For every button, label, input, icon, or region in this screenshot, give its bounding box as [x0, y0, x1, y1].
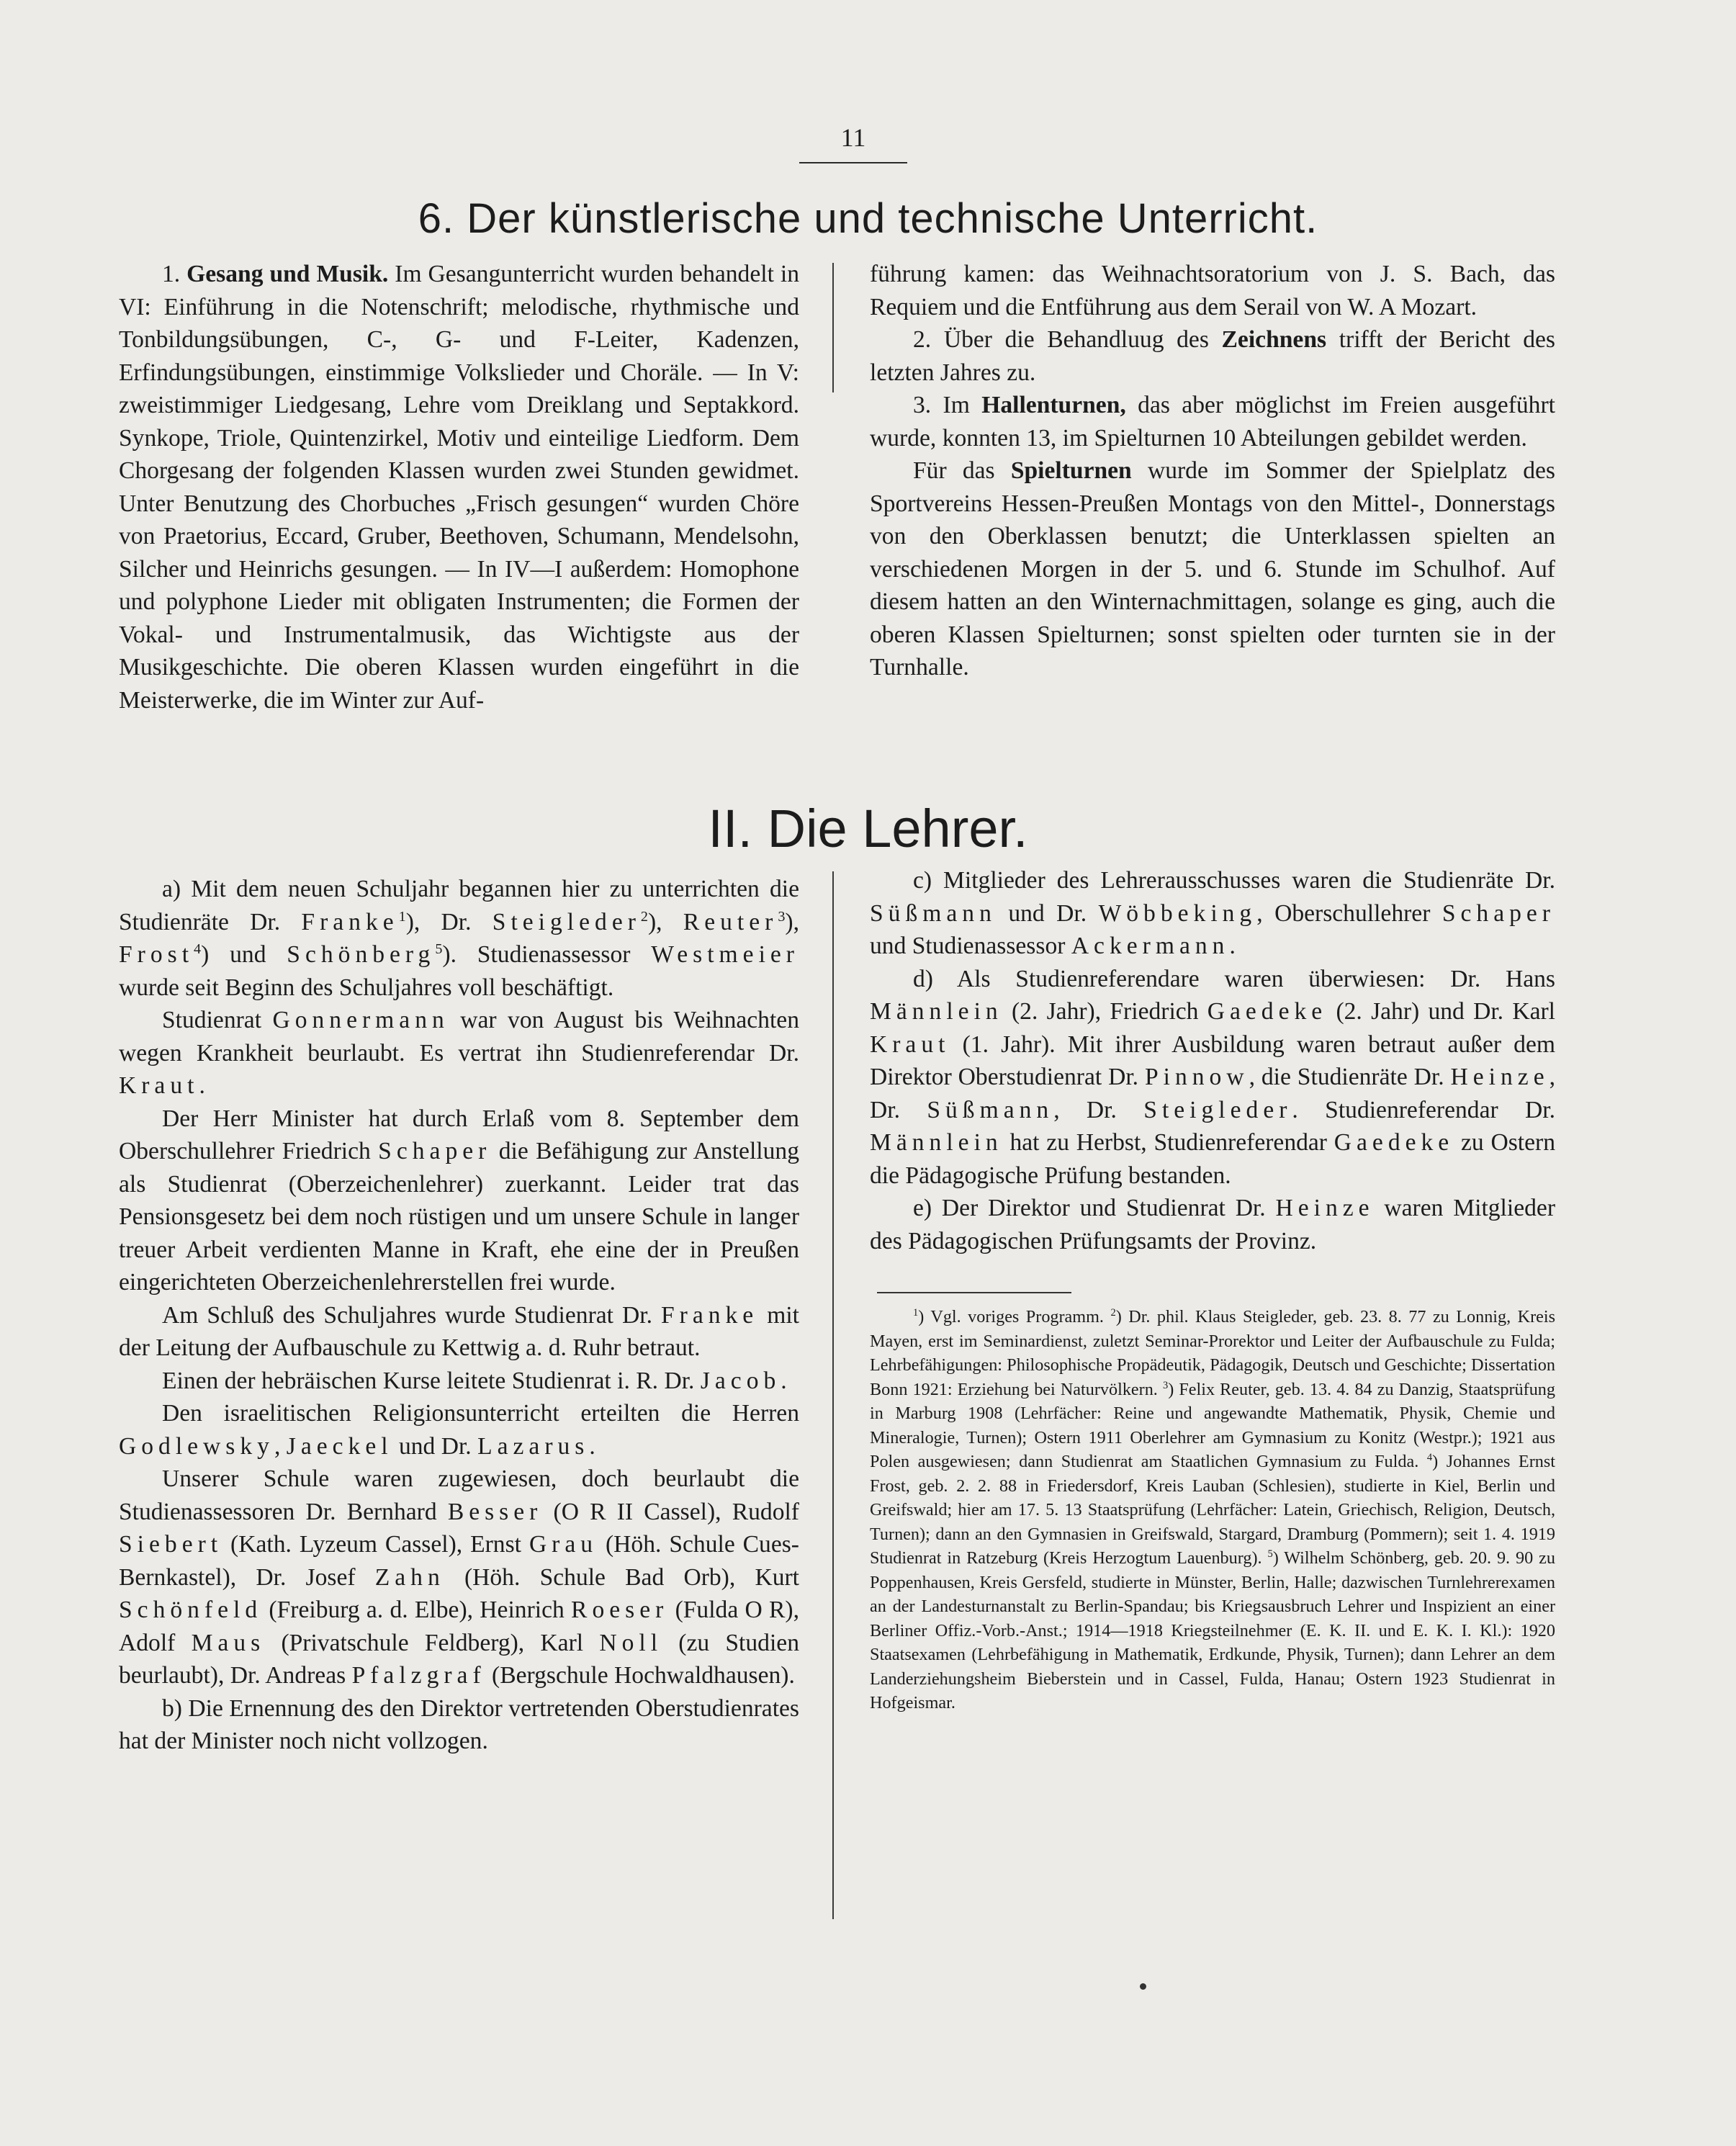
name-frost: Frost [119, 941, 194, 968]
text: d) Als Studienreferendare waren überwiesen: Dr. Hans [913, 965, 1555, 992]
text: , [274, 1432, 287, 1460]
column-left-lower [119, 873, 799, 1758]
footnote-rule [877, 1292, 1071, 1293]
text: Für das [913, 457, 1011, 484]
text: . [781, 1367, 787, 1394]
text: Studienrat [162, 1007, 273, 1033]
column-right-upper [870, 258, 1555, 684]
text: (1. Jahr). Mit ihrer Ausbildung waren betraut außer dem Direktor Oberstudienrat Dr. [870, 1031, 1555, 1090]
ink-dot [1140, 1983, 1146, 1990]
text: (Höh. Schule Cues-Bernkastel), Dr. Josef [119, 1531, 799, 1591]
footnote-mark: 4 [1426, 1451, 1433, 1463]
text: 3. Im [913, 392, 982, 418]
text: a) Mit dem neuen Schuljahr begannen hier zu unterrichten die Studienräte Dr. [119, 876, 799, 935]
text: und Studienassessor [870, 933, 1071, 959]
paragraph-b: b) Die Ernennung des den Direktor vertretenden Oberstudienrates hat der Minister noch nicht vollzogen. [119, 1694, 799, 1754]
paragraph-title-gesang: Gesang und Musik. [186, 261, 389, 287]
text: ), [647, 908, 683, 935]
text: , Oberschullehrer [1256, 899, 1442, 927]
text: . [1229, 933, 1236, 959]
column-left-upper [119, 258, 799, 717]
text: hat zu Herbst, Studienreferendar [1002, 1129, 1334, 1156]
paragraph-e [870, 1192, 1555, 1257]
text: . Studienreferendar Dr. [1292, 1096, 1555, 1123]
name-ackermann: Ackermann [1071, 933, 1230, 959]
footnote-1: ) Vgl. voriges Programm. [918, 1307, 1111, 1326]
term-spielturnen: Spielturnen [1010, 457, 1132, 484]
paragraph-schluss [119, 1299, 799, 1365]
text: war von August bis Weihnachten wegen Krankheit beurlaubt. Es vertrat ihn Studienreferendar Dr. [119, 1007, 799, 1067]
column-divider-upper [832, 263, 834, 392]
name-jacob: Jacob [700, 1367, 781, 1394]
name-roeser: Roeser [571, 1597, 669, 1623]
text: (Freiburg a. d. Elbe), Heinrich [262, 1597, 572, 1623]
text: (Privatschule Feldberg), Karl [265, 1629, 600, 1656]
name-heinze: Heinze [1275, 1195, 1375, 1221]
text: ). Studienassessor [442, 941, 652, 968]
name-grau: Grau [529, 1531, 598, 1558]
text: (Fulda O R), Adolf [119, 1597, 799, 1656]
footnote-3: ) Felix Reuter, geb. 13. 4. 84 zu Danzig, Staatsprüfung in Marburg 1908 (Lehrfächer: Reine und angewandte Mathematik, Physik, Chemie und Mineralogie, Turnen); Ostern 1911 Oberlehrer am Gymnasium zu Konitz (Westpr.); 1921 aus Polen ausgewiesen; dann Studienrat am Staatlichen Gymnasium zu Fulda. [870, 1379, 1555, 1471]
text: (Kath. Lyzeum Cassel), Ernst [222, 1531, 529, 1558]
text: , die Studienräte Dr. [1249, 1064, 1451, 1090]
term-zeichnens: Zeichnens [1221, 326, 1327, 353]
text: waren Mitglieder des Pädagogischen Prüfungsamts der Provinz. [870, 1195, 1555, 1254]
footnote-ref: 5 [435, 940, 443, 957]
text: und Dr. [392, 1432, 478, 1460]
name-franke: Franke [301, 908, 399, 935]
text: , Dr. [870, 1064, 1555, 1123]
name-pinnow: Pinnow [1144, 1064, 1249, 1090]
name-schaper: Schaper [1442, 899, 1555, 927]
text: . [589, 1432, 595, 1460]
name-kraut: Kraut [119, 1072, 199, 1099]
text: , Dr. [1053, 1096, 1144, 1123]
text: Am Schluß des Schuljahres wurde Studienrat Dr. [162, 1301, 661, 1329]
paragraph-gonnermann [119, 1004, 799, 1103]
column-divider-lower [832, 871, 834, 1919]
name-gaedeke: Gaedeke [1334, 1129, 1454, 1156]
text: Den israelitischen Religionsunterricht erteilten die Herren [162, 1400, 799, 1427]
text: wurde seit Beginn des Schuljahres voll beschäftigt. [119, 974, 614, 1001]
text: (Bergschule Hochwaldhausen). [485, 1662, 795, 1689]
page-number-rule [799, 162, 907, 163]
text: trifft der Bericht des letzten Jahres zu. [870, 326, 1555, 386]
footnote-ref: 2 [640, 908, 648, 925]
name-gaedeke: Gaedeke [1207, 998, 1328, 1025]
paragraph-gesang-musik [119, 258, 799, 717]
paragraph-d [870, 963, 1555, 1193]
name-kraut: Kraut [870, 1031, 950, 1058]
text: die Befähigung zur Anstellung als Studienrat (Oberzeichenlehrer) zuerkannt. Leider trat das Pensionsgesetz bei dem noch rüstigen und um unsere Schule in langer treuer Arbeit verdienten Manne in Kraft, ehe eine der in Preußen eingerichteten Oberzeichenlehrerstellen frei wurde. [119, 1138, 799, 1296]
name-maennlein: Männlein [870, 998, 1003, 1025]
name-lazarus: Lazarus [477, 1432, 590, 1460]
footnote-4: ) Johannes Ernst Frost, geb. 2. 2. 88 in Friedersdorf, Kreis Lauban (Schlesien), studierte in Kiel, Berlin und Greifswald; hier am 17. 5. 13 Staatsprüfung (Lehrfächer: Latein, Griechisch, Religion, Deutsch, Turnen); dann an den Gymnasien in Greifswald, Stargard, Dramburg (Pommern); seit 1. 4. 1919 Studienrat in Ratzeburg (Kreis Herzogtum Lauenburg). [870, 1452, 1555, 1568]
page-number: 11 [840, 123, 866, 152]
footnote-block [870, 1305, 1555, 1715]
name-siebert: Siebert [119, 1531, 223, 1558]
text: (2. Jahr) und Dr. Karl [1327, 998, 1556, 1025]
text: (O R II Cassel), Rudolf [542, 1498, 799, 1525]
paragraph-minister [119, 1103, 799, 1299]
footnote-ref: 4 [194, 940, 202, 957]
text: ) und [201, 941, 287, 968]
text: Einen der hebräischen Kurse leitete Studienrat i. R. Dr. [162, 1367, 701, 1394]
name-zahn: Zahn [374, 1563, 445, 1591]
name-jaeckel: Jaeckel [286, 1432, 393, 1460]
paragraph-continuation: führung kamen: das Weihnachtsoratorium von J. S. Bach, das Requiem und die Entführung aus dem Serail von W. A Mozart. [870, 261, 1555, 320]
name-woebbeking: Wöbbeking [1098, 899, 1257, 927]
name-pfalzgraf: Pfalzgraf [351, 1662, 486, 1689]
text: e) Der Direktor und Studienrat Dr. [913, 1195, 1276, 1221]
text: c) Mitglieder des Lehrerausschusses waren die Studienräte Dr. [913, 867, 1555, 894]
name-schoenberg: Schönberg [287, 941, 436, 968]
name-franke: Franke [660, 1301, 759, 1329]
footnote-mark: 2 [1110, 1306, 1116, 1319]
name-reuter: Reuter [683, 908, 778, 935]
paragraph-spielturnen [870, 454, 1555, 684]
name-suessmann: Süßmann [870, 899, 997, 927]
name-schoenfeld: Schönfeld [119, 1597, 263, 1623]
name-maus: Maus [191, 1629, 266, 1656]
footnote-5: ) Wilhelm Schönberg, geb. 20. 9. 90 zu Poppenhausen, Kreis Gersfeld, studierte in Münster, Berlin, Halle; dazwischen Turnlehrerexamen an der Landesturnanstalt zu Berlin-Spandau; bis Kriegsausbruch Lehrer und Inspizient an einer Berliner Offiz.-Vorb.-Anst.; 1914—1918 Kriegsteilnehmer (E. K. II. und E. K. I. Kl.): 1920 Staatsexamen (Lehrbefähigung in Mathematik, Erdkunde, Physik, Turnen); dann Lehrer an dem Landerziehungsheim Bieberstein und in Cassel, Fulda, Hanau; Ostern 1923 Studienrat in Hofgeismar. [870, 1548, 1555, 1712]
name-maennlein: Männlein [870, 1129, 1003, 1156]
name-godlewsky: Godlewsky [119, 1432, 274, 1460]
name-steigleder: Steigleder [1143, 1096, 1292, 1123]
paragraph-religion [119, 1397, 799, 1463]
paragraph-zugewiesen [119, 1463, 799, 1692]
text: wurde im Sommer der Spielplatz des Sportvereins Hessen-Preußen Montags von den Mittel-, Donnerstags von den Oberklassen benutzt; die Unterklassen spielten an verschiedenen Morgen in der 5. und 6. Stunde im Schulhof. Auf diesem hatten an den Winternachmittagen, solange es ging, auch die oberen Klassen Spielturnen; sonst spielten oder turnten sie in der Turnhalle. [870, 457, 1555, 681]
paragraph-number: 1. [162, 261, 187, 287]
text: mit der Leitung der Aufbauschule zu Kettwig a. d. Ruhr betraut. [119, 1301, 799, 1361]
paragraph-zeichnen [870, 323, 1555, 389]
text: (Höh. Schule Bad Orb), Kurt [444, 1563, 799, 1591]
name-suessmann: Süßmann [927, 1096, 1054, 1123]
text: . [199, 1072, 205, 1099]
section-heading: 6. Der künstlerische und technische Unterricht. [418, 195, 1318, 242]
name-gonnermann: Gonnermann [272, 1007, 449, 1033]
footnote-ref: 1 [398, 908, 406, 925]
text: ), [785, 908, 799, 935]
footnote-mark: 5 [1267, 1548, 1273, 1560]
text: das aber möglichst im Freien ausgeführt wurde, konnten 13, im Spielturnen 10 Abteilungen gebildet werden. [870, 392, 1555, 452]
name-steigleder: Steigleder [492, 908, 641, 935]
footnotes [870, 1305, 1555, 1715]
column-right-lower [870, 864, 1555, 1257]
paragraph-text: Im Gesangunterricht wurden behandelt in VI: Einführung in die Notenschrift; melodische, rhythmische und Tonbildungsübungen, C-, G- und F-Leiter, Kadenzen, Erfindungsübungen, einstimmige Volkslieder und Choräle. — In V: zweistimmiger Liedgesang, Lehre vom Dreiklang und Septakkord. Synkope, Triole, Quintenzirkel, Motiv und einteilige Liedform. Dem Chorgesang der folgenden Klassen wurden zwei Stunden gewidmet. Unter Benutzung des Chorbuches „Frisch gesungen“ wurden Chöre von Praetorius, Eccard, Gruber, Beethoven, Schumann, Mendelsohn, Silcher und Heinrichs gesungen. — In IV—I außerdem: Homophone und polyphone Lieder mit obligaten Instrumenten; die Formen der Vokal- und Instrumentalmusik, das Wichtigste aus der Musikgeschichte. Die oberen Klassen wurden eingeführt in die Meisterwerke, die im Winter zur Auf- [119, 261, 799, 714]
paragraph-hebraeisch [119, 1365, 799, 1398]
term-hallenturnen: Hallenturnen, [981, 392, 1126, 418]
text: 2. Über die Behandluug des [913, 326, 1222, 353]
part-heading: II. Die Lehrer. [708, 799, 1028, 858]
text: und Dr. [996, 899, 1099, 927]
paragraph-c [870, 864, 1555, 963]
name-westmeier: Westmeier [651, 941, 799, 968]
name-heinze: Heinze [1450, 1064, 1550, 1090]
paragraph-a [119, 873, 799, 1004]
name-besser: Besser [447, 1498, 543, 1525]
text: (zu Studien beurlaubt), Dr. Andreas [119, 1629, 799, 1689]
text: Unserer Schule waren zugewiesen, doch beurlaubt die Studienassessoren Dr. Bernhard [119, 1465, 799, 1525]
text: ), Dr. [405, 908, 493, 935]
text: Der Herr Minister hat durch Erlaß vom 8. September dem Oberschullehrer Friedrich [119, 1105, 799, 1164]
text: zu Ostern die Pädagogische Prüfung bestanden. [870, 1129, 1555, 1189]
footnote-2: ) Dr. phil. Klaus Steigleder, geb. 23. 8. 77 zu Lonnig, Kreis Mayen, erst im Seminardienst, zuletzt Seminar-Prorektor und Leiter der Aufbauschule zu Fulda; Lehrbefähigungen: Philosophische Propädeutik, Pädagogik, Deutsch und Geschichte; Dissertation Bonn 1921: Erziehung bei Naturvölkern. [870, 1307, 1556, 1399]
footnote-mark: 3 [1162, 1379, 1169, 1391]
name-noll: Noll [599, 1629, 663, 1656]
name-schaper: Schaper [378, 1138, 492, 1164]
paragraph-hallenturnen [870, 389, 1555, 454]
footnote-ref: 3 [778, 908, 786, 925]
text: (2. Jahr), Friedrich [1002, 998, 1207, 1025]
footnote-mark: 1 [913, 1306, 919, 1319]
